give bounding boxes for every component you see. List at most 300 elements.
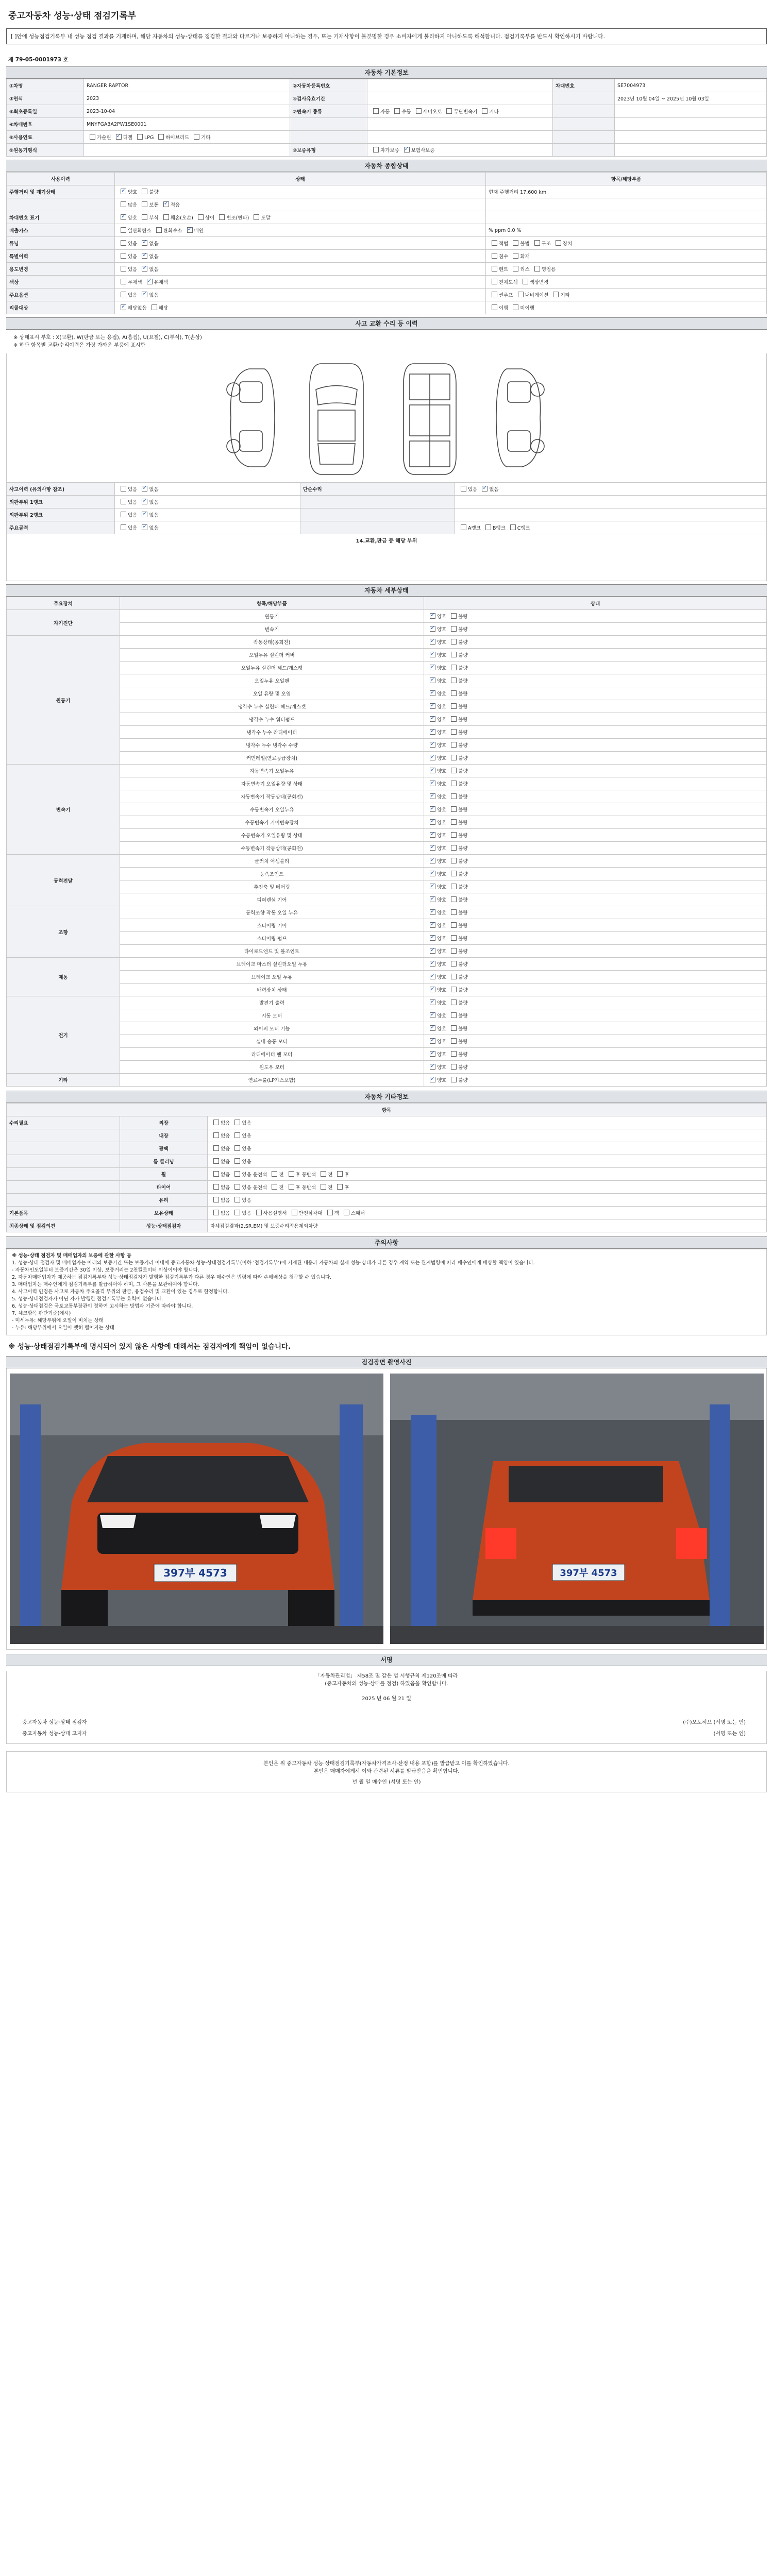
dealer-name: (서명 또는 인): [713, 1731, 746, 1737]
detail-item: 브레이크 마스터 실린더오일 누유: [120, 958, 424, 971]
detail-state: ✓ 양호 불량: [424, 674, 767, 687]
section-sign-title: 서명: [6, 1654, 767, 1666]
inspection-photos: [6, 1368, 767, 1650]
detail-group: 조향: [7, 906, 120, 958]
detail-row: [7, 829, 767, 842]
checkbox: [518, 292, 524, 297]
signature-box: [6, 1671, 767, 1744]
general-row: [7, 263, 767, 276]
checkbox: [492, 292, 497, 297]
checkbox: [327, 1210, 333, 1215]
detail-item: 연료누출(LP가스포함): [120, 1074, 424, 1087]
general-row: [7, 289, 767, 301]
damage-state: 있음 ✓없음: [115, 509, 300, 521]
basic-value: 2023-10-04: [84, 105, 290, 118]
general-state: 있음 ✓없음: [115, 289, 486, 301]
basic-label: 차대번호: [553, 79, 615, 92]
checkbox-checked: [430, 781, 435, 786]
checkbox-checked: [121, 189, 126, 194]
detail-item: 디퍼렌셜 기어: [120, 893, 424, 906]
other-row: [7, 1142, 767, 1155]
checkbox: [344, 1210, 349, 1215]
detail-item: 작동상태(공회전): [120, 636, 424, 649]
checkbox-checked: [430, 755, 435, 760]
detail-row: [7, 610, 767, 623]
other-row: [7, 1181, 767, 1194]
basic-label: ⑥차대번호: [7, 118, 84, 131]
checkbox: [461, 524, 466, 530]
other-state: 없음 있음 운전석 전 후 동반석 전 후: [208, 1168, 767, 1181]
checkbox-checked: [430, 806, 435, 812]
checkbox: [451, 665, 457, 670]
detail-item: 라디에이터 팬 모터: [120, 1048, 424, 1061]
detail-state: ✓ 양호 불량: [424, 726, 767, 739]
detail-state: ✓ 양호 불량: [424, 636, 767, 649]
checkbox: [451, 974, 457, 979]
notes-line: 7. 체크항목 판단기준(예시): [12, 1311, 71, 1316]
checkbox: [321, 1171, 326, 1177]
car-diagram: [6, 353, 767, 482]
detail-row: [7, 662, 767, 674]
checkbox: [451, 768, 457, 773]
checkbox-checked: [430, 665, 435, 670]
general-item: 용도변경: [7, 263, 115, 276]
detail-state: ✓ 양호 불량: [424, 752, 767, 765]
checkbox: [213, 1158, 219, 1164]
checkbox: [321, 1184, 326, 1190]
detail-row: [7, 984, 767, 996]
checkbox: [142, 201, 147, 207]
checkbox-checked: [430, 768, 435, 773]
other-row: [7, 1194, 767, 1207]
general-row: [7, 185, 767, 198]
checkbox-checked: [430, 690, 435, 696]
detail-item: 시동 모터: [120, 1009, 424, 1022]
other-group: 최종상태 및 점검의견: [7, 1219, 120, 1232]
detail-row: [7, 945, 767, 958]
section-other-title: 자동차 기타정보: [6, 1091, 767, 1103]
section-damage-title: 사고 교환 수리 등 이력: [6, 317, 767, 330]
general-state: 있음 ✓없음: [115, 250, 486, 263]
basic-row: [7, 92, 767, 105]
detail-item: 수동변속기 오일누유: [120, 803, 424, 816]
basic-value: [367, 131, 553, 144]
sign-line: 「자동차관리법」 제58조 및 같은 법 시행규칙 제120조에 따라: [315, 1673, 458, 1679]
checkbox-checked: [430, 677, 435, 683]
checkbox-checked: [430, 922, 435, 928]
basic-value: SE7004973: [615, 79, 767, 92]
detail-row: [7, 868, 767, 880]
detail-item: 동력조향 작동 오일 누유: [120, 906, 424, 919]
detail-item: 등속조인트: [120, 868, 424, 880]
checkbox: [121, 292, 126, 297]
detail-item: 오일 유량 및 오염: [120, 687, 424, 700]
detail-state: ✓ 양호 불량: [424, 868, 767, 880]
detail-row: [7, 700, 767, 713]
damage-item: 사고이력 (유의사항 참조): [7, 483, 115, 496]
damage-legend: [6, 330, 767, 353]
damage-label: [300, 509, 455, 521]
basic-label: [290, 131, 367, 144]
general-extra: [486, 211, 767, 224]
checkbox-checked: [430, 626, 435, 632]
checkbox: [289, 1171, 294, 1177]
detail-state: ✓ 양호 불량: [424, 855, 767, 868]
checkbox: [451, 729, 457, 735]
notes-line: - 미세누유: 해당부위에 오일이 비치는 상태: [12, 1318, 104, 1324]
other-row: [7, 1168, 767, 1181]
checkbox: [256, 1210, 262, 1215]
basic-label: ⑨원동기형식: [7, 144, 84, 157]
other-head: 항목: [7, 1104, 767, 1116]
checkbox-checked: [430, 999, 435, 1005]
other-state: 없음 있음: [208, 1129, 767, 1142]
detail-state: ✓ 양호 불량: [424, 713, 767, 726]
detail-item: 스티어링 기어: [120, 919, 424, 932]
basic-label: ②자동차등록번호: [290, 79, 367, 92]
checkbox: [451, 1051, 457, 1057]
damage-state: 있음 ✓없음: [115, 521, 300, 534]
detail-row: [7, 816, 767, 829]
basic-value: 자동 수동 세미오토 무단변속기 기타: [367, 105, 553, 118]
detail-state: ✓ 양호 불량: [424, 790, 767, 803]
checkbox: [485, 524, 491, 530]
checkbox: [194, 134, 199, 140]
detail-state: ✓ 양호 불량: [424, 1074, 767, 1087]
checkbox-checked: [430, 1025, 435, 1031]
checkbox: [451, 922, 457, 928]
checkbox: [213, 1132, 219, 1138]
other-state: 없음 있음: [208, 1194, 767, 1207]
detail-state: ✓ 양호 불량: [424, 945, 767, 958]
checkbox: [121, 266, 126, 272]
checkbox: [553, 292, 559, 297]
checkbox: [394, 108, 400, 114]
detail-row: [7, 1048, 767, 1061]
other-row: [7, 1155, 767, 1168]
checkbox: [451, 703, 457, 709]
checkbox: [534, 266, 540, 272]
checkbox-checked: [430, 652, 435, 657]
general-extra: 적법 불법 구조 장치: [486, 237, 767, 250]
checkbox: [451, 987, 457, 992]
checkbox: [416, 108, 422, 114]
checkbox: [451, 716, 457, 722]
damage-value: A랭크 B랭크 C랭크: [455, 521, 767, 534]
checkbox: [534, 240, 540, 246]
checkbox-checked: [430, 974, 435, 979]
checkbox: [451, 806, 457, 812]
basic-info-table: [6, 79, 767, 157]
basic-row: [7, 131, 767, 144]
detail-item: 배력장치 상태: [120, 984, 424, 996]
general-head-item: 항목/해당부품: [486, 173, 767, 185]
checkbox-checked: [430, 613, 435, 619]
detail-state: ✓ 양호 불량: [424, 893, 767, 906]
basic-label: [553, 92, 615, 105]
inspector-label: 중고자동차 성능·상태 점검자: [22, 1720, 87, 1725]
detail-row: [7, 906, 767, 919]
checkbox-checked: [142, 499, 147, 504]
detail-item: 냉각수 누수 라디에이터: [120, 726, 424, 739]
checkbox: [213, 1197, 219, 1202]
damage-row: [7, 509, 767, 521]
general-extra: [486, 198, 767, 211]
other-group: [7, 1194, 120, 1207]
detail-group: 기타: [7, 1074, 120, 1087]
notes-line: - 누유: 해당부위에서 오일이 맺혀 떨어지는 상태: [12, 1325, 115, 1331]
checkbox-checked: [430, 909, 435, 915]
detail-row: [7, 855, 767, 868]
certificate-number: 제 79-05-0001973 호: [8, 57, 69, 63]
notes-line: 5. 성능·상태점검자가 아닌 자가 발행한 점검기록부는 효력이 없습니다.: [12, 1296, 163, 1302]
checkbox: [451, 793, 457, 799]
detail-state: ✓ 양호 불량: [424, 687, 767, 700]
basic-label: ⑧사용연료: [7, 131, 84, 144]
detail-group: 원동기: [7, 636, 120, 765]
checkbox: [234, 1158, 240, 1164]
detail-item: 냉각수 누수 워터펌프: [120, 713, 424, 726]
detail-item: 추진축 및 베어링: [120, 880, 424, 893]
checkbox: [482, 108, 488, 114]
checkbox: [137, 134, 143, 140]
general-row: [7, 211, 767, 224]
detail-item: 냉각수 누수 실린더 헤드/개스켓: [120, 700, 424, 713]
checkbox-checked: [121, 214, 126, 220]
sign-line: (중고자동차의 성능·상태를 점검) 하였음을 확인합니다.: [325, 1681, 448, 1687]
checkbox: [461, 486, 466, 492]
basic-value: 2023: [84, 92, 290, 105]
checkbox: [234, 1120, 240, 1125]
detail-row: [7, 752, 767, 765]
checkbox: [158, 134, 164, 140]
detail-head-system: 주요장치: [7, 597, 120, 610]
checkbox: [90, 134, 95, 140]
checkbox: [121, 227, 126, 233]
other-item: 유리: [120, 1194, 208, 1207]
checkbox: [337, 1184, 343, 1190]
detail-head-state: 상태: [424, 597, 767, 610]
legend-line: ※ 상태표시 부호 : X(교환), W(판금 또는 용접), A(흠집), U(요철), C(부식), T(손상): [13, 335, 202, 341]
damage-row: [7, 483, 767, 496]
basic-value: [367, 92, 553, 105]
checkbox-checked: [430, 793, 435, 799]
detail-group: 제동: [7, 958, 120, 996]
detail-state: ✓ 양호 불량: [424, 932, 767, 945]
detail-head-item: 항목/해당부품: [120, 597, 424, 610]
other-row: [7, 1219, 767, 1232]
basic-value: [615, 105, 767, 118]
general-extra: 전체도색 색상변경: [486, 276, 767, 289]
checkbox-checked: [430, 1051, 435, 1057]
buyer-line: 년 월 일 매수인 (서명 또는 인): [352, 1780, 421, 1785]
basic-value: [367, 79, 553, 92]
checkbox: [451, 1038, 457, 1044]
other-item: 보유상태: [120, 1207, 208, 1219]
general-state: 있음 ✓없음: [115, 263, 486, 276]
basic-value: [615, 144, 767, 157]
checkbox-checked: [430, 871, 435, 876]
detail-row: [7, 713, 767, 726]
checkbox: [451, 935, 457, 941]
basic-label: [290, 118, 367, 131]
other-state: 없음 있음 운전석 전 후 동반석 전 후: [208, 1181, 767, 1194]
document-title: 중고자동차 성능·상태 점검기록부: [8, 11, 137, 21]
detail-row: [7, 958, 767, 971]
general-state: 많음 보통 ✓적음: [115, 198, 486, 211]
section-detail-title: 자동차 세부상태: [6, 584, 767, 597]
other-item: 휠: [120, 1168, 208, 1181]
checkbox: [121, 486, 126, 492]
basic-value: 2023년 10월 04일 ~ 2025년 10월 03일: [615, 92, 767, 105]
detail-item: 수동변속기 기어변속장치: [120, 816, 424, 829]
checkbox: [272, 1171, 277, 1177]
notes-line: 6. 성능·상태점검은 국토교통부장관이 정하여 고시하는 방법과 기준에 따라야 합니다.: [12, 1303, 193, 1309]
detail-item: 타이로드엔드 및 볼조인트: [120, 945, 424, 958]
basic-row: [7, 144, 767, 157]
notes-line: 1. 성능·상태 점검자 및 매매업자는 아래의 보증기간 또는 보증거리 이내에 중고자동차 성능·상태점검기록부(이하 '점검기록부')에 기재된 내용과 자동차의 실제 성능·상태가 다른 경우 계약 또는 관계법령에 따라 매수인에게 배상할 책임이 있습니다.: [12, 1260, 535, 1266]
checkbox: [121, 253, 126, 259]
checkbox: [451, 755, 457, 760]
checkbox-checked: [142, 292, 147, 297]
photo-rear: [390, 1374, 764, 1644]
basic-label: [553, 131, 615, 144]
detail-state: ✓ 양호 불량: [424, 1035, 767, 1048]
checkbox-checked: [404, 147, 410, 152]
checkbox-checked: [163, 201, 169, 207]
damage-value: [455, 509, 767, 521]
notes-line: 2. 자동차매매업자가 제공하는 점검기록부와 성능·상태점검자가 발행한 점검기록부가 다른 경우 매수인은 법령에 따라 손해배상을 청구할 수 있습니다.: [12, 1275, 332, 1280]
basic-label: ⑤최초등록일: [7, 105, 84, 118]
general-extra: % ppm 0.0 %: [486, 224, 767, 237]
rear-photo-svg: [390, 1374, 764, 1644]
car-top-view: [310, 364, 363, 474]
detail-row: [7, 880, 767, 893]
detail-item: 원동기: [120, 610, 424, 623]
checkbox: [451, 999, 457, 1005]
detail-state: ✓ 양호 불량: [424, 803, 767, 816]
checkbox: [451, 896, 457, 902]
general-row: [7, 224, 767, 237]
checkbox: [219, 214, 225, 220]
checkbox: [451, 742, 457, 748]
detail-state: ✓ 양호 불량: [424, 984, 767, 996]
detail-row: [7, 1035, 767, 1048]
checkbox-checked: [430, 987, 435, 992]
detail-group: 자기진단: [7, 610, 120, 636]
detail-state: ✓ 양호 불량: [424, 919, 767, 932]
other-row: [7, 1207, 767, 1219]
detail-state: ✓ 양호 불량: [424, 1022, 767, 1035]
detail-row: [7, 932, 767, 945]
checkbox-checked: [430, 935, 435, 941]
damage-item: 주요골격: [7, 521, 115, 534]
general-state: ✓ 양호 부식 훼손(오손) 상이 변조(변타) 도말: [115, 211, 486, 224]
checkbox: [451, 819, 457, 825]
dealer-label: 중고자동차 성능·상태 고지자: [22, 1731, 87, 1737]
checkbox-checked: [430, 639, 435, 645]
detail-row: [7, 777, 767, 790]
other-item: 내장: [120, 1129, 208, 1142]
checkbox: [513, 304, 518, 310]
checkbox-checked: [430, 948, 435, 954]
detail-state: ✓ 양호 불량: [424, 623, 767, 636]
car-diagram-svg: [7, 353, 767, 482]
checkbox-checked: [116, 134, 122, 140]
detail-state: ✓ 양호 불량: [424, 700, 767, 713]
other-item: 성능·상태점검자: [120, 1219, 208, 1232]
general-item: 특별이력: [7, 250, 115, 263]
other-group: [7, 1168, 120, 1181]
checkbox: [254, 214, 259, 220]
detail-group: 전기: [7, 996, 120, 1074]
other-state: 자체점검결과(2,SR,EM) 및 보증수리적용제외차량: [208, 1219, 767, 1232]
checkbox: [121, 499, 126, 504]
document: [6, 5, 767, 1792]
basic-label: [553, 144, 615, 157]
checkbox: [152, 304, 157, 310]
detail-state: ✓ 양호 불량: [424, 610, 767, 623]
buyer-line: 본인은 위 중고자동차 성능·상태점검기록부(자동차가격조사·산정 내용 포함)를 발급받고 이를 확인하였습니다.: [263, 1761, 510, 1767]
checkbox-checked: [430, 1038, 435, 1044]
checkbox-checked: [430, 742, 435, 748]
detail-row: [7, 726, 767, 739]
checkbox-checked: [147, 279, 153, 284]
detail-row: [7, 765, 767, 777]
checkbox-checked: [430, 884, 435, 889]
detail-state: ✓ 양호 불량: [424, 958, 767, 971]
detail-state: ✓ 양호 불량: [424, 1048, 767, 1061]
checkbox-checked: [142, 240, 147, 246]
other-state: 없음 있음: [208, 1142, 767, 1155]
basic-row: [7, 79, 767, 92]
damage-label: [300, 521, 455, 534]
detail-row: [7, 674, 767, 687]
checkbox: [451, 1077, 457, 1082]
checkbox-checked: [121, 304, 126, 310]
detail-item: 스티어링 펌프: [120, 932, 424, 945]
detail-item: 냉각수 누수 냉각수 수량: [120, 739, 424, 752]
general-state: ✓ 양호 불량: [115, 185, 486, 198]
checkbox: [513, 240, 518, 246]
detail-row: [7, 1061, 767, 1074]
basic-label: ④검사유효기간: [290, 92, 367, 105]
car-left-view: [227, 369, 275, 467]
general-state: 무채색 ✓유채색: [115, 276, 486, 289]
basic-row: [7, 105, 767, 118]
other-item: 외장: [120, 1116, 208, 1129]
other-row: [7, 1116, 767, 1129]
general-extra: 렌트 리스 영업용: [486, 263, 767, 276]
detail-item: 오일누유 실린더 헤드/개스켓: [120, 662, 424, 674]
checkbox: [451, 948, 457, 954]
notes-line: 4. 사고이력 인정은 사고로 자동차 주요골격 부위의 판금, 용접수리 및 교환이 있는 경우로 한정합니다.: [12, 1289, 229, 1295]
other-state: 없음 있음 사용설명서 안전삼각대 잭 스패너: [208, 1207, 767, 1219]
detail-state: ✓ 양호 불량: [424, 842, 767, 855]
checkbox: [373, 147, 379, 152]
detail-row: [7, 649, 767, 662]
detail-row: [7, 842, 767, 855]
checkbox-checked: [430, 1077, 435, 1082]
legend-line: ※ 하단 항목별 교환/수리이력은 가장 가까운 부품에 표시함: [13, 343, 146, 348]
detail-item: 커먼레일(연료공급장치): [120, 752, 424, 765]
general-extra: 썬루프 내비게이션 기타: [486, 289, 767, 301]
general-row: [7, 250, 767, 263]
other-state: 없음 있음: [208, 1155, 767, 1168]
checkbox-checked: [430, 729, 435, 735]
other-info-table: [6, 1103, 767, 1232]
checkbox: [451, 781, 457, 786]
